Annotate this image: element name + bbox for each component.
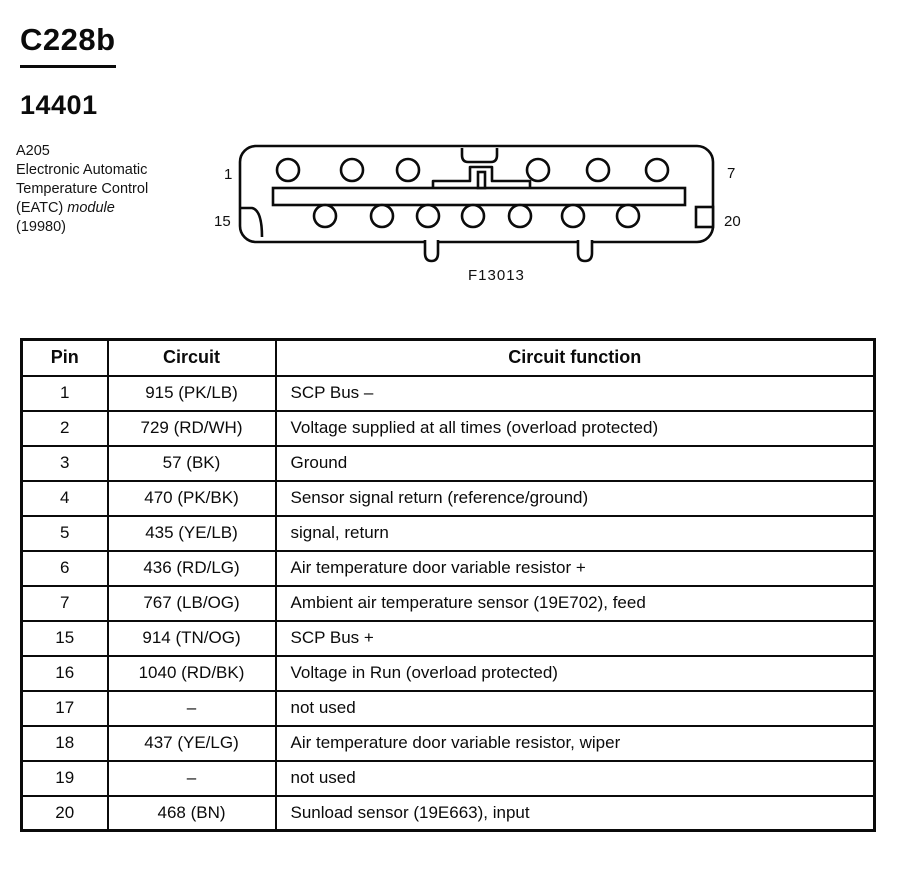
circuit-cell: 57 (BK) (108, 446, 276, 481)
connector-id-title: C228b (20, 22, 116, 68)
circuit-cell: – (108, 761, 276, 796)
pin-cell: 1 (22, 376, 108, 411)
table-row (22, 761, 875, 796)
pin-cell: 3 (22, 446, 108, 481)
pin-cell: 7 (22, 586, 108, 621)
table-row (22, 726, 875, 761)
function-cell: Ground (276, 446, 875, 481)
circuit-cell: 468 (BN) (108, 796, 276, 831)
function-cell: Air temperature door variable resistor, wiper (276, 726, 875, 761)
function-cell: Voltage in Run (overload protected) (276, 656, 875, 691)
pin-hole (397, 159, 419, 181)
circuit-cell: 470 (PK/BK) (108, 481, 276, 516)
module-name-line: Temperature Control (16, 181, 149, 197)
pin-hole (462, 205, 484, 227)
pin-cell: 4 (22, 481, 108, 516)
pin-cell: 18 (22, 726, 108, 761)
pin-hole (587, 159, 609, 181)
pin-label-15: 15 (214, 213, 231, 230)
function-cell: Voltage supplied at all times (overload protected) (276, 411, 875, 446)
module-base-part: (19980) (16, 219, 66, 235)
function-cell: SCP Bus + (276, 621, 875, 656)
table-row (22, 411, 875, 446)
center-bar (273, 188, 685, 205)
part-number: 14401 (20, 90, 98, 120)
pin-hole (277, 159, 299, 181)
lock-tab (462, 148, 497, 162)
module-name-line: Electronic Automatic (16, 162, 148, 178)
pin-cell: 2 (22, 411, 108, 446)
pin-hole (646, 159, 668, 181)
pin-cell: 5 (22, 516, 108, 551)
table-row (22, 376, 875, 411)
pin-hole (371, 205, 393, 227)
table-row (22, 551, 875, 586)
pin-hole (527, 159, 549, 181)
function-cell: Air temperature door variable resistor + (276, 551, 875, 586)
function-cell: SCP Bus – (276, 376, 875, 411)
side-notch (696, 207, 713, 227)
mounting-tab (425, 240, 438, 261)
header-circuit-function: Circuit function (276, 340, 875, 376)
table-row (22, 516, 875, 551)
pin-cell: 20 (22, 796, 108, 831)
figure-id-caption: F13013 (468, 267, 525, 284)
pin-cell: 6 (22, 551, 108, 586)
function-cell: not used (276, 761, 875, 796)
pin-cell: 17 (22, 691, 108, 726)
function-cell: Ambient air temperature sensor (19E702), feed (276, 586, 875, 621)
pin-cell: 16 (22, 656, 108, 691)
table-row (22, 691, 875, 726)
circuit-cell: 437 (YE/LG) (108, 726, 276, 761)
pin-hole (417, 205, 439, 227)
pin-hole (617, 205, 639, 227)
function-cell: Sensor signal return (reference/ground) (276, 481, 875, 516)
circuit-cell: 914 (TN/OG) (108, 621, 276, 656)
table-row (22, 656, 875, 691)
function-cell: signal, return (276, 516, 875, 551)
function-cell: not used (276, 691, 875, 726)
circuit-cell: 767 (LB/OG) (108, 586, 276, 621)
pin-label-7: 7 (727, 165, 736, 182)
header-circuit: Circuit (108, 340, 276, 376)
module-name-line: (EATC) module (16, 200, 115, 216)
pinout-table-header (22, 340, 875, 376)
mounting-tab (578, 240, 592, 261)
table-row (22, 586, 875, 621)
pinout-table (20, 338, 876, 832)
circuit-cell: 1040 (RD/BK) (108, 656, 276, 691)
module-info (16, 142, 148, 237)
pin-cell: 19 (22, 761, 108, 796)
circuit-cell: – (108, 691, 276, 726)
table-row (22, 481, 875, 516)
pin-hole (509, 205, 531, 227)
function-cell: Sunload sensor (19E663), input (276, 796, 875, 831)
table-row (22, 796, 875, 831)
circuit-cell: 729 (RD/WH) (108, 411, 276, 446)
circuit-cell: 435 (YE/LB) (108, 516, 276, 551)
pin-hole (314, 205, 336, 227)
pin-label-20: 20 (724, 213, 741, 230)
header-pin: Pin (22, 340, 108, 376)
module-code: A205 (16, 143, 50, 159)
keying-slot (478, 172, 485, 188)
table-row (22, 446, 875, 481)
pin-label-1: 1 (224, 166, 233, 183)
circuit-cell: 915 (PK/LB) (108, 376, 276, 411)
pin-hole (341, 159, 363, 181)
pin-hole (562, 205, 584, 227)
circuit-cell: 436 (RD/LG) (108, 551, 276, 586)
table-row (22, 621, 875, 656)
pin-cell: 15 (22, 621, 108, 656)
